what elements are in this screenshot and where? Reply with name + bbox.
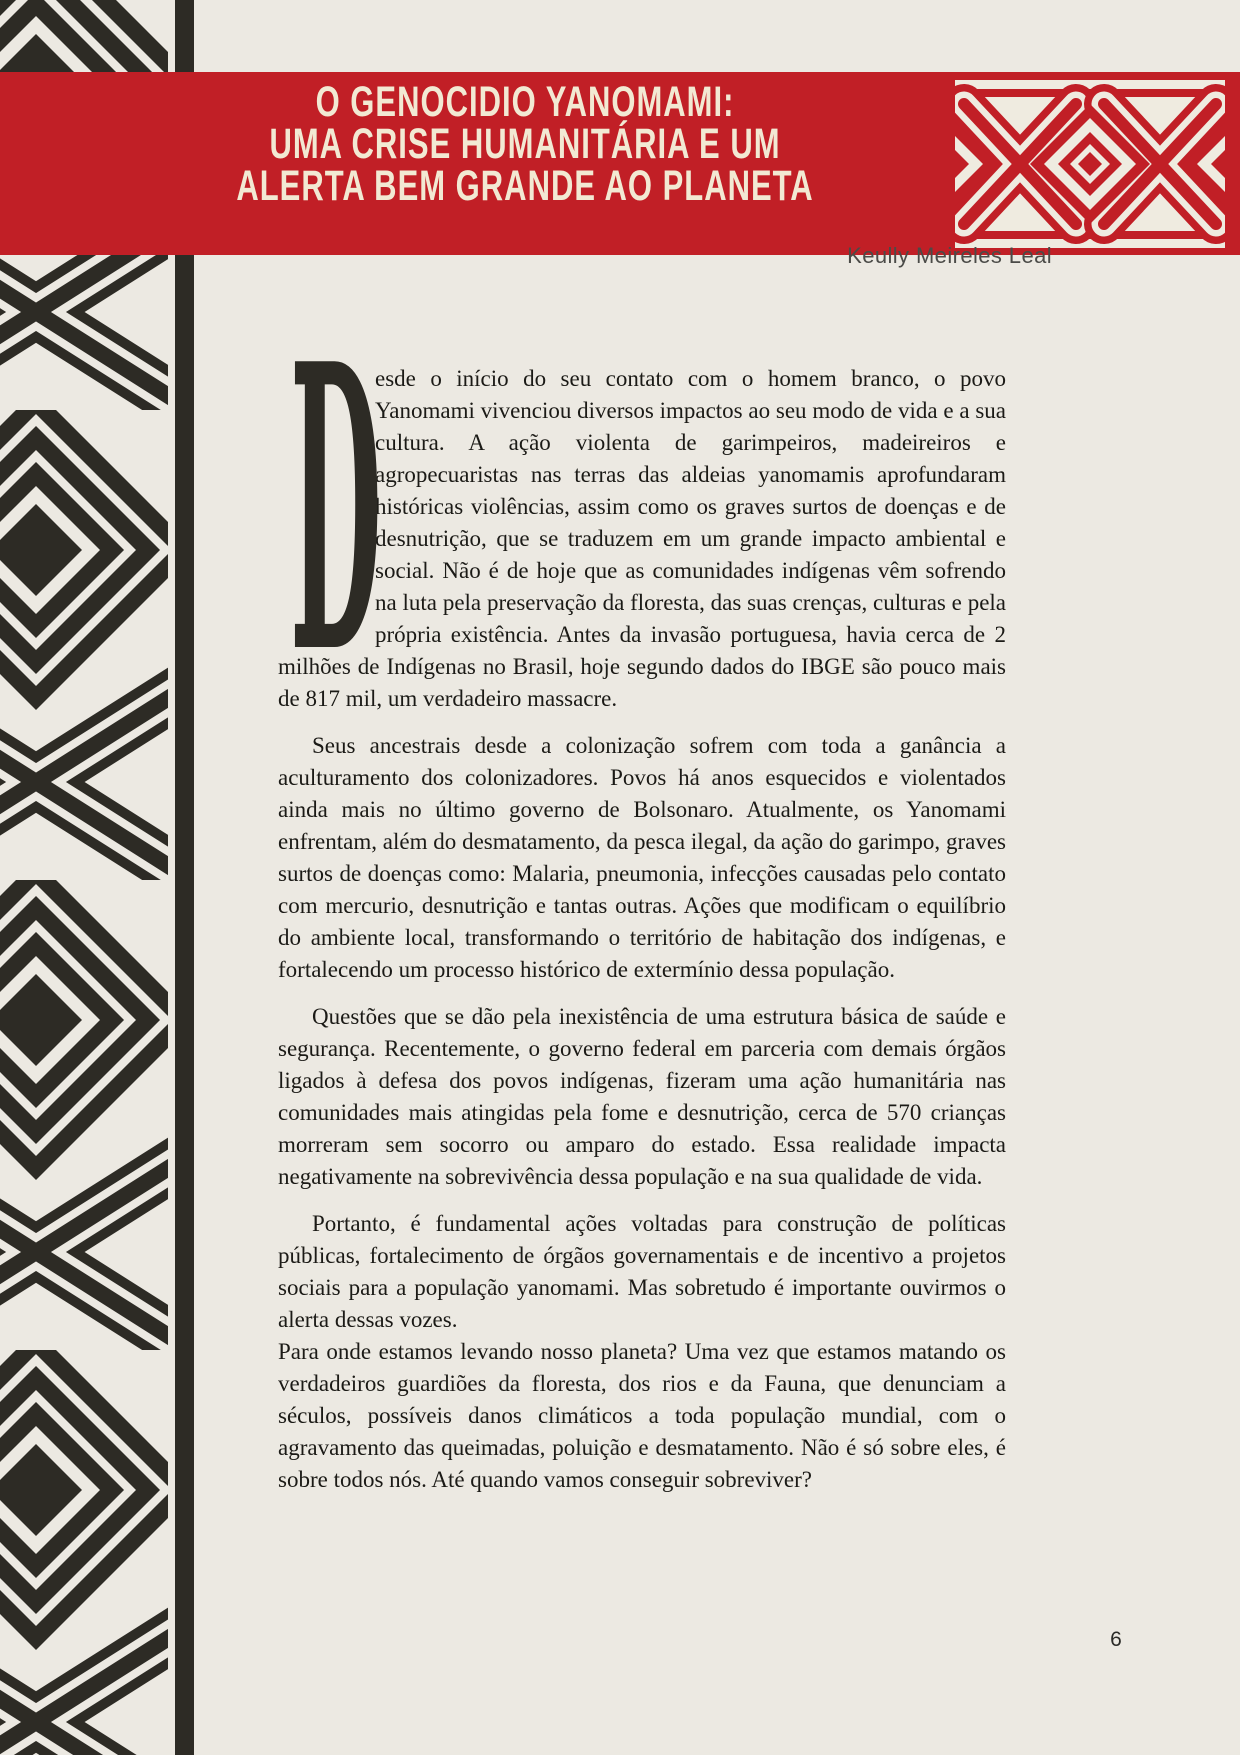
paragraph-5: Para onde estamos levando nosso planeta? Uma vez que estamos matando os verdadeiros guardiões da floresta, dos rios e da Fauna, que denunciam a séculos, possíveis danos climáticos a toda população mundial, com o agravamento das queimadas, poluição e desmatamento. Não é só sobre eles, é sobre todos nós. Até quando vamos conseguir sobreviver? [278,1339,1006,1492]
left-vertical-stripe [175,0,194,1755]
title-line-3: ALERTA BEM GRANDE AO PLANETA [236,161,814,210]
drop-cap-box [278,278,382,740]
article-body [278,278,1006,1511]
paragraph-2: Seus ancestrais desde a colonização sofrem com toda a ganância a aculturamento dos colonizadores. Povos há anos esquecidos e violentados ainda mais no último governo de Bolsonaro. Atualmente, os Yanomami enfrentam, além do desmatamento, da pesca ilegal, da ação do garimpo, graves surtos de doenças como: Malaria, pneumonia, infecções causadas pelo contato com mercurio, desnutrição e tantas outras. Ações que modificam o equilíbrio do ambiente local, transformando o território de habitação dos indígenas, e fortalecendo um processo histórico de extermínio dessa população. [278,733,1006,982]
page-number: 6 [1110,1628,1122,1651]
title-line-1: O GENOCIDIO YANOMAMI: [315,77,735,126]
article-title [190,77,860,210]
title-line-2: UMA CRISE HUMANITÁRIA E UM [269,119,781,168]
paragraph-1-text: esde o início do seu contato com o homem branco, o povo Yanomami vivenciou diversos impactos ao seu modo de vida e a sua cultura. A ação violenta de garimpeiros, madeireiros e agropecuaristas nas terras das aldeias yanomamis aprofundaram históricas violências, assim como os graves surtos de doenças e de desnutrição, que se traduzem em um grande impacto ambiental e social. Não é de hoje que as comunidades indígenas vêm sofrendo na luta pela preservação da floresta, das suas crenças, culturas e pela própria existência. Antes da invasão portuguesa, havia cerca de 2 milhões de Indígenas no Brasil, hoje segundo dados do IBGE são pouco mais de 817 mil, um verdadeiro massacre. [278,366,1006,711]
article-header [0,72,1240,255]
header-tribal-pattern [955,80,1225,248]
paragraph-4: Portanto, é fundamental ações voltadas para construção de políticas públicas, fortalecimento de órgãos governamentais e de incentivo a projetos sociais para a população yanomami. Mas sobretudo é importante ouvirmos o alerta dessas vozes. [278,1211,1006,1332]
paragraph-1 [278,278,1006,740]
left-tribal-pattern [0,0,168,1755]
author-byline: Keully Meireles Leal [847,243,1052,268]
drop-cap: D [290,278,382,740]
paragraph-3: Questões que se dão pela inexistência de uma estrutura básica de saúde e segurança. Recentemente, o governo federal em parceria com demais órgãos ligados à defesa dos povos indígenas, fizeram uma ação humanitária nas comunidades mais atingidas pela fome e desnutrição, cerca de 570 crianças morreram sem socorro ou amparo do estado. Essa realidade impacta negativamente na sobrevivência dessa população e na sua qualidade de vida. [278,1004,1006,1189]
